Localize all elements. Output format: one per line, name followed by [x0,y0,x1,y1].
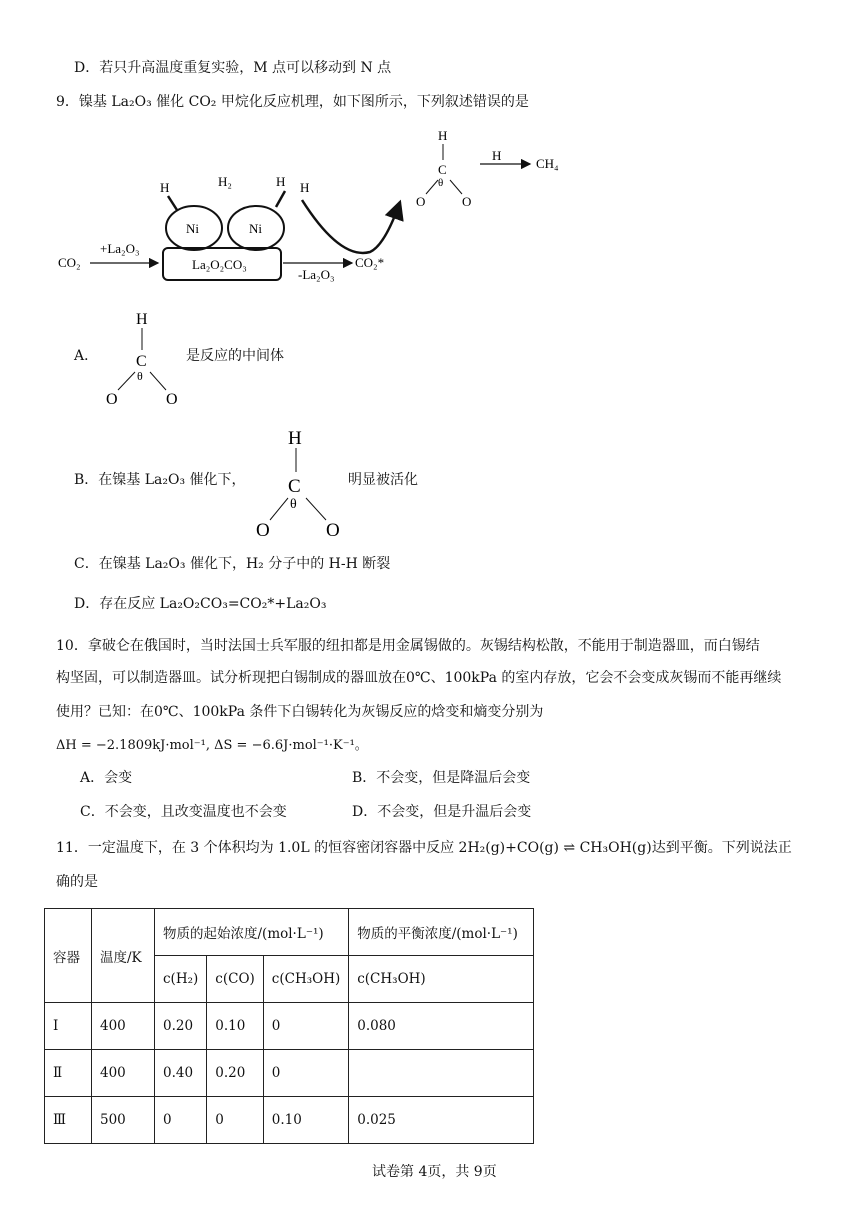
diag-h-mid: H [276,174,286,189]
table-row: Ⅰ 400 0.20 0.10 0 0.080 [45,1003,534,1050]
svg-text:C: C [136,353,147,370]
q9-stem: 9．镍基 La₂O₃ 催化 CO₂ 甲烷化反应机理，如下图所示，下列叙述错误的是 [56,94,529,110]
q10-formula: ΔH = −2.1809kJ·mol⁻¹, ΔS = −6.6J·mol⁻¹·K⁻¹。 [56,738,368,753]
svg-text:O: O [166,391,178,406]
svg-text:O: O [256,520,270,540]
svg-text:θ: θ [137,369,143,383]
th-initial: 物质的起始浓度/(mol·L⁻¹) [155,909,349,956]
q9-option-a-label: A． [74,348,99,364]
diag-mol-c: C [438,162,447,177]
diag-la2o2co3-label: La₂O₂CO₃ [192,257,247,272]
diag-mol-o-left: O [416,194,426,209]
diag-h-arc: H [300,180,310,195]
diag-h2-label: H₂ [218,174,232,189]
intermediate-molecule-a [100,308,190,406]
table-row: Ⅱ 400 0.40 0.20 0 [45,1050,534,1097]
q11-line-1: 11．一定温度下，在 3 个体积均为 1.0L 的恒容密闭容器中反应 2H₂(g)+CO(g) ⇌ CH₃OH(g)达到平衡。下列说法正 [56,840,792,856]
diag-h-mid-bond [276,191,285,207]
q9-option-b-label: B．在镍基 La₂O₃ 催化下， [74,472,246,488]
q10-line-1: 10．拿破仑在俄国时，当时法国士兵军服的纽扣都是用金属锡做的。灰锡结构松散，不能用于制造器皿，而白锡结 [56,638,760,654]
diag-h-left: H [160,180,170,195]
th-container: 容器 [45,909,92,1003]
diag-mol-h: H [438,128,448,143]
diag-minus-la2o3: -La₂O₃ [298,267,335,282]
q10-line-2: 构坚固，可以制造器皿。试分析现把白锡制成的器皿放在0℃、100kPa 的室内存放，它会不会变成灰锡而不能再继续 [56,670,782,686]
diag-mol-theta: θ [438,177,444,189]
th-temp: 温度/K [92,909,155,1003]
svg-text:H: H [288,428,302,449]
q9-option-b-text: 明显被活化 [348,472,418,488]
th-c-ch3oh: c(CH₃OH) [263,956,348,1003]
diag-co2-star: CO₂* [355,255,385,270]
mechanism-diagram [40,120,600,300]
diag-h-left-bond [168,196,177,210]
q9-option-d: D．存在反应 La₂O₂CO₃=CO₂*+La₂O₃ [74,596,327,612]
diag-add-la2o3: +La₂O₃ [100,241,140,256]
diag-co2-label: CO₂ [58,255,81,270]
q10-option-c: C．不会变，且改变温度也不会变 [80,804,287,820]
q10-option-d: D．不会变，但是升温后会变 [352,804,532,820]
q11-line-2: 确的是 [56,874,98,890]
page-footer: 试卷第 4页，共 9页 [372,1164,497,1180]
svg-text:O: O [106,391,118,406]
q8-option-d: D．若只升高温度重复实验，M 点可以移动到 N 点 [74,60,392,76]
q10-line-3: 使用？已知：在0℃、100kPa 条件下白锡转化为灰锡反应的焓变和熵变分别为 [56,704,544,720]
th-equil: 物质的平衡浓度/(mol·L⁻¹) [349,909,534,956]
svg-text:O: O [326,520,340,540]
q10-option-a: A．会变 [80,770,133,786]
diag-mol-o-right: O [462,194,472,209]
svg-text:θ: θ [290,497,297,512]
diag-h-arrow: H [492,148,502,163]
q10-option-b: B．不会变，但是降温后会变 [352,770,531,786]
q9-option-a-text: 是反应的中间体 [186,348,284,364]
th-c-co: c(CO) [207,956,264,1003]
table-row: Ⅲ 500 0 0 0.10 0.025 [45,1097,534,1144]
diag-ni-left-label: Ni [186,221,199,236]
svg-text:C: C [288,476,301,497]
q9-option-c: C．在镍基 La₂O₃ 催化下，H₂ 分子中的 H-H 断裂 [74,556,391,572]
q11-table [44,908,534,1144]
th-eq-ch3oh: c(CH₃OH) [349,956,534,1003]
diag-ch4: CH₄ [536,156,559,171]
svg-text:H: H [136,311,148,328]
diag-curve-arrow [302,200,400,253]
th-c-h2: c(H₂) [155,956,207,1003]
diag-ni-right-label: Ni [249,221,262,236]
intermediate-molecule-b [250,424,350,540]
